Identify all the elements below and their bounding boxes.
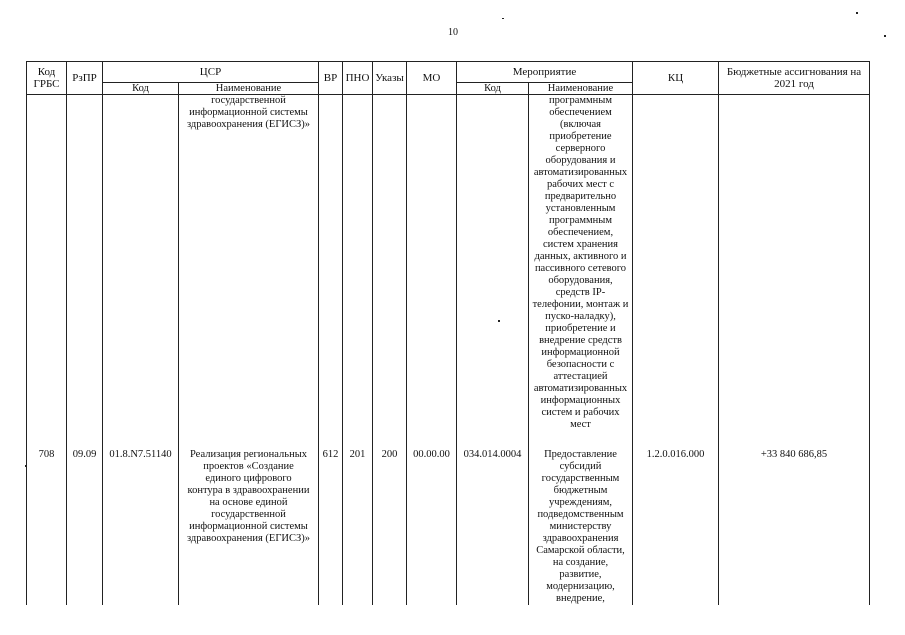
text-line: Самарской области,: [536, 545, 625, 556]
cell-empty: [319, 95, 343, 436]
text-line: государственной: [211, 95, 286, 106]
text-line: мест: [570, 419, 591, 430]
cell-empty: [27, 95, 67, 436]
text-line: Предоставление: [544, 449, 617, 460]
cell-empty: [633, 95, 719, 436]
text-line: на основе единой: [209, 497, 288, 508]
text-line: данных, активного и: [534, 251, 627, 262]
text-line: бюджетным: [553, 485, 608, 496]
text-line: обеспечением: [549, 107, 612, 118]
cell-csr-name: [179, 435, 319, 605]
text-line: информационной: [541, 347, 620, 358]
text-line: информационной системы: [189, 521, 308, 532]
text-line: субсидий: [559, 461, 602, 472]
text-line: телефонии, монтаж и: [532, 299, 629, 310]
text-line: обеспечением,: [547, 227, 614, 238]
text-line: установленным: [545, 203, 616, 214]
text-line: систем и рабочих: [541, 407, 620, 418]
text-line: оборудования и: [545, 155, 616, 166]
text-line: серверного: [555, 143, 606, 154]
text-line: автоматизированных: [533, 167, 628, 178]
header-kc: КЦ: [633, 62, 719, 95]
cell-vr: 612: [319, 435, 343, 605]
text-line: безопасности с: [546, 359, 615, 370]
table-row: [27, 435, 870, 605]
text-line: Реализация региональных: [189, 449, 307, 460]
cell-empty: [343, 95, 373, 436]
text-line: развитие,: [559, 569, 602, 580]
text-line: (включая: [559, 119, 601, 130]
cell-pno: 201: [343, 435, 373, 605]
header-csr-name: Наименование: [179, 83, 319, 95]
text-line: проектов «Создание: [203, 461, 294, 472]
text-line: на создание,: [552, 557, 609, 568]
text-line: внедрение средств: [539, 335, 622, 346]
cell-ukazy: 200: [373, 435, 407, 605]
budget-table: [26, 61, 870, 605]
text-line: контура в здравоохранении: [187, 485, 310, 496]
text-line: внедрение,: [556, 593, 605, 604]
text-line: предварительно: [544, 191, 617, 202]
text-line: пассивного сетевого: [534, 263, 627, 274]
cell-kod-grbs: 708: [27, 435, 67, 605]
header-meropriyatie: Мероприятие: [457, 62, 633, 83]
text-line: оборудования,: [548, 275, 613, 286]
text-line: автоматизированных: [533, 383, 628, 394]
cell-empty: [407, 95, 457, 436]
text-line: приобретение: [549, 131, 612, 142]
header-assignments: Бюджетные ассигнования на 2021 год: [719, 62, 870, 95]
text-line: аттестацией: [553, 371, 608, 382]
scan-mark: [884, 35, 886, 37]
text-line: министерству: [549, 521, 612, 532]
header-kod-grbs: Код ГРБС: [27, 62, 67, 95]
cell-empty: [719, 95, 870, 436]
cell-rzpr: 09.09: [67, 435, 103, 605]
header-rzpr: РзПР: [67, 62, 103, 95]
text-line: систем хранения: [543, 239, 618, 250]
text-line: рабочих мест с: [546, 179, 615, 190]
header-pno: ПНО: [343, 62, 373, 95]
text-line: модернизацию,: [546, 581, 615, 592]
text-line: подведомственным: [537, 509, 624, 520]
cell-mo: 00.00.00: [407, 435, 457, 605]
text-line: программным: [549, 215, 612, 226]
text-line: информационной системы: [189, 107, 308, 118]
text-line: здравоохранения: [542, 533, 619, 544]
header-csr-kod: Код: [103, 83, 179, 95]
text-line: здравоохранения (ЕГИСЗ)»: [186, 119, 311, 130]
scan-mark: [502, 18, 504, 19]
cell-csr-kod: 01.8.N7.51140: [103, 435, 179, 605]
text-line: единого цифрового: [205, 473, 292, 484]
header-vr: ВР: [319, 62, 343, 95]
text-line: приобретение и: [545, 323, 616, 334]
text-line: программным: [549, 95, 612, 106]
text-line: информационных: [540, 395, 621, 406]
header-mer-name: Наименование: [529, 83, 633, 95]
cell-mer-name-continued: [529, 95, 633, 436]
text-line: средств IP-: [555, 287, 606, 298]
table-row-continuation: [27, 95, 870, 436]
cell-mer-kod: 034.014.0004: [457, 435, 529, 605]
text-line: здравоохранения (ЕГИСЗ)»: [186, 533, 311, 544]
cell-empty: [457, 95, 529, 436]
header-csr: ЦСР: [103, 62, 319, 83]
text-line: пуско-наладку),: [545, 311, 616, 322]
text-line: учреждениям,: [548, 497, 613, 508]
text-line: государственным: [541, 473, 620, 484]
header-mer-kod: Код: [457, 83, 529, 95]
scan-mark: [856, 12, 858, 14]
cell-assignment-amount: +33 840 686,85: [719, 435, 870, 605]
cell-mer-name: [529, 435, 633, 605]
cell-empty: [67, 95, 103, 436]
header-ukazy: Указы: [373, 62, 407, 95]
text-line: государственной: [211, 509, 286, 520]
cell-empty: [103, 95, 179, 436]
cell-csr-name-continued: [179, 95, 319, 436]
header-mo: МО: [407, 62, 457, 95]
cell-kc: 1.2.0.016.000: [633, 435, 719, 605]
page-number: 10: [448, 27, 458, 38]
cell-empty: [373, 95, 407, 436]
